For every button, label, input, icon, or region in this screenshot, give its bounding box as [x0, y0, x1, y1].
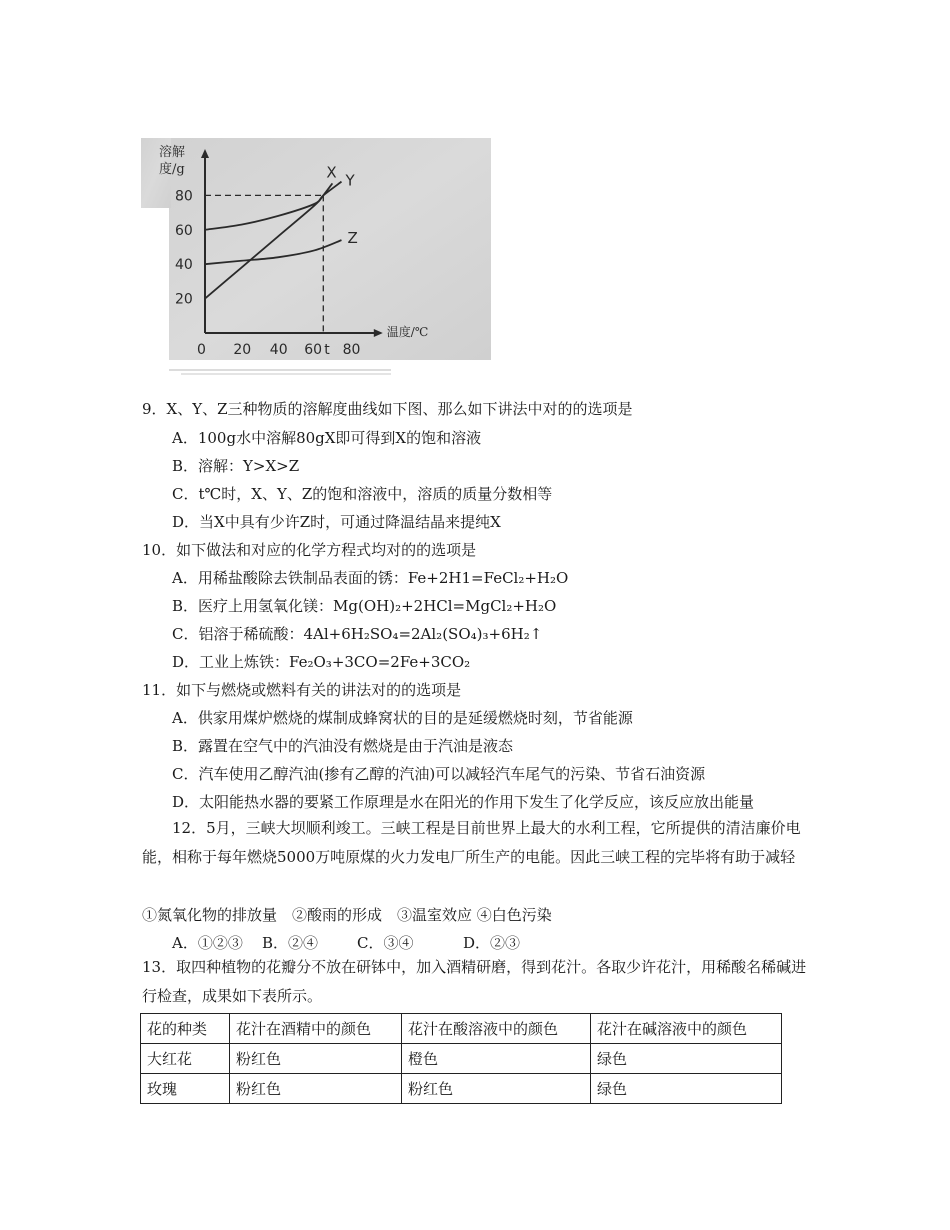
q10-option-c: C．铝溶于稀硫酸：4Al+6H₂SO₄=2Al₂(SO₄)₃+6H₂↑: [172, 625, 543, 643]
q12-choices: [172, 933, 520, 953]
table-cell: 粉红色: [230, 1044, 402, 1074]
y-tick-label: 60: [175, 222, 193, 239]
q13-stem: 13．取四种植物的花瓣分不放在研钵中，加入酒精研磨，得到花汁。各取少许花汁，用稀酸名稀碱进行检查，成果如下表所示。: [142, 958, 807, 1005]
table-cell: 大红花: [141, 1044, 230, 1074]
q10-option-b: B．医疗上用氢氧化镁：Mg(OH)₂+2HCl=MgCl₂+H₂O: [172, 597, 557, 615]
table-cell: 绿色: [591, 1044, 782, 1074]
y-tick-label: 20: [175, 291, 193, 308]
table-header-cell: 花的种类: [141, 1014, 230, 1044]
q12-choice-c: C．③④: [357, 934, 414, 952]
q11-option-b: B．露置在空气中的汽油没有燃烧是由于汽油是液态: [172, 737, 514, 755]
solubility-chart-svg: [141, 138, 491, 384]
table-header-row: [141, 1014, 782, 1044]
x-tick-label: 40: [269, 342, 288, 358]
table-header-cell: 花汁在碱溶液中的颜色: [591, 1014, 782, 1044]
table-cell: 绿色: [591, 1074, 782, 1104]
q12-items: ①氮氧化物的排放量 ②酸雨的形成 ③温室效应 ④白色污染: [142, 906, 552, 924]
q12-stem: 12．5月，三峡大坝顺利竣工。三峡工程是目前世界上最大的水利工程，它所提供的清洁廉价电能，相称于每年燃烧5000万吨原煤的火力发电厂所生产的电能。因此三峡工程的完毕将有助于减轻: [142, 819, 801, 866]
x-tick-label: 20: [233, 342, 252, 358]
q12-choice-b: B．②④: [262, 934, 319, 952]
series-label-x: X: [326, 163, 337, 182]
series-label-z: Z: [347, 229, 358, 248]
x-tick-label: 80: [342, 342, 361, 358]
solubility-chart: [141, 138, 491, 384]
table-row: [141, 1074, 782, 1104]
x-axis-title: 温度/℃: [386, 325, 429, 339]
table-cell: 粉红色: [402, 1074, 591, 1104]
x-tick-label: 60: [304, 342, 323, 358]
y-axis-title-line1: 溶解: [159, 145, 186, 160]
series-label-y: Y: [345, 171, 355, 190]
table-header-cell: 花汁在酒精中的颜色: [230, 1014, 402, 1044]
q9-option-d: D．当X中具有少许Z时，可通过降温结晶来提纯X: [172, 513, 501, 531]
q9-option-a: A．100g水中溶解80gX即可得到X的饱和溶液: [172, 429, 482, 447]
q10-option-a: A．用稀盐酸除去铁制品表面的锈：Fe+2H1=FeCl₂+H₂O: [172, 569, 569, 587]
q9-stem: 9．X、Y、Z三种物质的溶解度曲线如下图、那么如下讲法中对的的选项是: [142, 400, 633, 418]
q11-stem: 11．如下与燃烧或燃料有关的讲法对的的选项是: [142, 681, 462, 699]
y-tick-label: 80: [175, 188, 193, 205]
table-cell: 橙色: [402, 1044, 591, 1074]
q12-choice-d: D．②③: [463, 934, 521, 952]
x-tick-label: t: [324, 342, 330, 358]
q12-choice-a: A．①②③: [172, 934, 243, 952]
table-cell: 粉红色: [230, 1074, 402, 1104]
q11-option-d: D．太阳能热水器的要紧工作原理是水在阳光的作用下发生了化学反应，该反应放出能量: [172, 793, 755, 811]
q11-option-a: A．供家用煤炉燃烧的煤制成蜂窝状的目的是延缓燃烧时刻，节省能源: [172, 709, 633, 727]
q10-option-d: D．工业上炼铁：Fe₂O₃+3CO=2Fe+3CO₂: [172, 653, 471, 671]
q11-option-c: C．汽车使用乙醇汽油(掺有乙醇的汽油)可以减轻汽车尾气的污染、节省石油资源: [172, 765, 706, 783]
table-header-cell: 花汁在酸溶液中的颜色: [402, 1014, 591, 1044]
q9-option-c: C．t℃时，X、Y、Z的饱和溶液中，溶质的质量分数相等: [172, 485, 553, 503]
q9-option-b: B．溶解：Y>X>Z: [172, 457, 300, 475]
q10-stem: 10．如下做法和对应的化学方程式均对的的选项是: [142, 541, 477, 559]
table-row: [141, 1044, 782, 1074]
y-tick-label: 40: [175, 257, 193, 274]
flower-color-table: [140, 1013, 782, 1104]
table-cell: 玫瑰: [141, 1074, 230, 1104]
x-tick-label: 0: [197, 342, 206, 358]
y-axis-title-line2: 度/g: [159, 162, 185, 177]
